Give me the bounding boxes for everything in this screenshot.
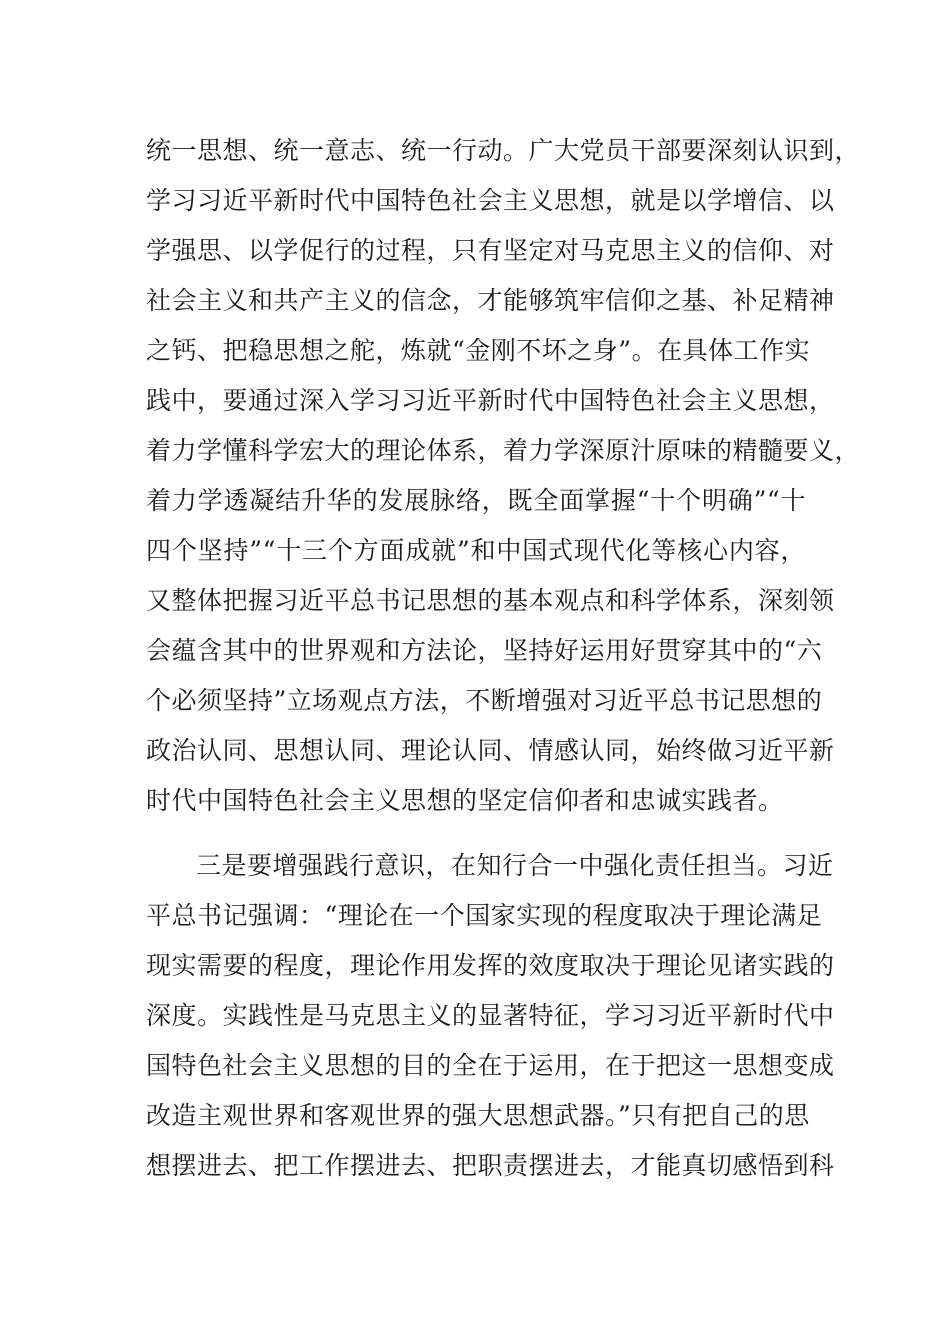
paragraph-2-line: 改造主观世界和客观世界的强大思想武器。”只有把自己的思: [146, 1101, 810, 1130]
paragraph-1-line: 个必须坚持”立场观点方法，不断增强对习近平总书记思想的: [146, 686, 823, 715]
paragraph-1-line: 着力学透凝结升华的发展脉络，既全面掌握“十个明确”“十: [146, 486, 806, 515]
paragraph-2-line: 国特色社会主义思想的目的全在于运用，在于把这一思想变成: [146, 1051, 835, 1080]
paragraph-1-line: 学强思、以学促行的过程，只有坚定对马克思主义的信仰、对: [146, 236, 835, 265]
paragraph-2-line: 深度。实践性是马克思主义的显著特征，学习习近平新时代中: [146, 1001, 835, 1030]
paragraph-2-line: 平总书记强调：“理论在一个国家实现的程度取决于理论满足: [146, 901, 823, 930]
paragraph-1-line: 社会主义和共产主义的信念，才能够筑牢信仰之基、补足精神: [146, 286, 835, 315]
paragraph-2-line: 现实需要的程度，理论作用发挥的效度取决于理论见诸实践的: [146, 951, 835, 980]
paragraph-1-line: 践中，要通过深入学习习近平新时代中国特色社会主义思想，: [146, 386, 835, 415]
paragraph-2-line: 三是要增强践行意识，在知行合一中强化责任担当。习近: [196, 851, 834, 880]
paragraph-1-line: 四个坚持”“十三个方面成就”和中国式现代化等核心内容，: [146, 536, 806, 565]
paragraph-1-line: 学习习近平新时代中国特色社会主义思想，就是以学增信、以: [146, 186, 835, 215]
paragraph-1-line: 又整体把握习近平总书记思想的基本观点和科学体系，深刻领: [146, 586, 835, 615]
paragraph-1-line: 会蕴含其中的世界观和方法论，坚持好运用好贯穿其中的“六: [146, 636, 823, 665]
paragraph-1-line: 政治认同、思想认同、理论认同、情感认同，始终做习近平新: [146, 736, 835, 765]
paragraph-1-line: 时代中国特色社会主义思想的坚定信仰者和忠诚实践者。: [146, 786, 784, 815]
paragraph-1-line: 着力学懂科学宏大的理论体系，着力学深原汁原味的精髓要义，: [146, 436, 861, 465]
paragraph-1-line: 之钙、把稳思想之舵，炼就“金刚不坏之身”。在具体工作实: [146, 336, 811, 365]
paragraph-2-line: 想摆进去、把工作摆进去、把职责摆进去，才能真切感悟到科: [146, 1151, 835, 1180]
paragraph-1-line: 统一思想、统一意志、统一行动。广大党员干部要深刻认识到，: [146, 136, 861, 165]
